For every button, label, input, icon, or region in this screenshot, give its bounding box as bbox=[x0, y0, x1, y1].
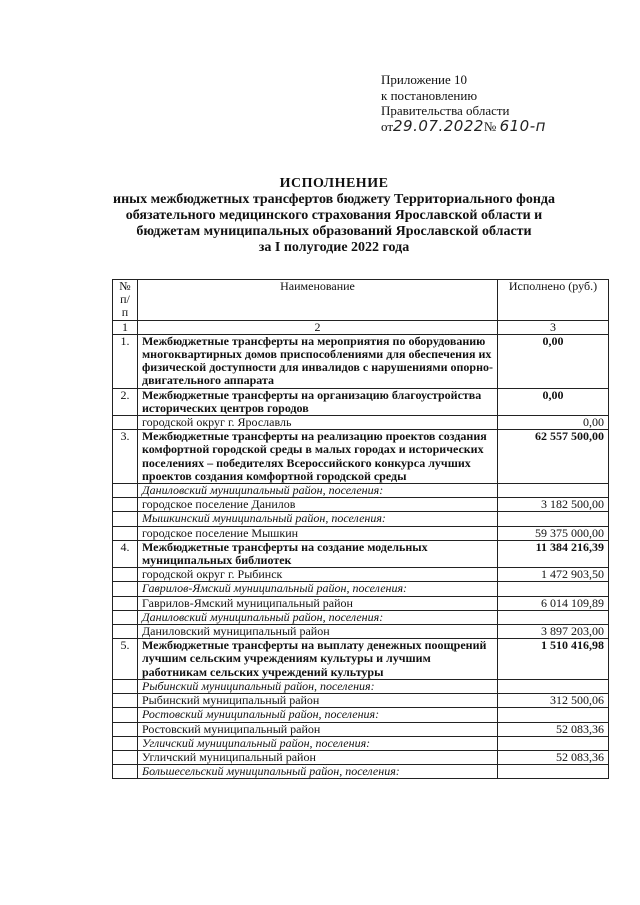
document-title bbox=[0, 176, 640, 256]
row-value: 0,00 bbox=[498, 388, 609, 415]
header-executed: Исполнено (руб.) bbox=[498, 280, 609, 321]
row-value: 59 375 000,00 bbox=[498, 526, 609, 540]
row-name: Межбюджетные трансферты на создание модельных муниципальных библиотек bbox=[138, 540, 498, 567]
table-row-section bbox=[113, 388, 609, 415]
title-line-3: обязательного медицинского страхования Ярославской области и bbox=[125, 208, 543, 223]
row-number bbox=[113, 512, 138, 526]
table-row-subheading bbox=[113, 679, 609, 693]
row-value bbox=[498, 679, 609, 693]
row-value: 11 384 216,39 bbox=[498, 540, 609, 567]
column-number-1: 1 bbox=[113, 320, 138, 334]
handwritten-number: 610-п bbox=[499, 116, 546, 135]
title-line-4: бюджетам муниципальных образований Ярославской области bbox=[136, 224, 532, 239]
table-row bbox=[113, 625, 609, 639]
table-row bbox=[113, 416, 609, 430]
row-value: 1 472 903,50 bbox=[498, 568, 609, 582]
row-number bbox=[113, 750, 138, 764]
row-name: Ростовский муниципальный район, поселения: bbox=[138, 708, 498, 722]
table-header-row bbox=[113, 280, 609, 321]
row-name: Межбюджетные трансферты на организацию благоустройства исторических центров городов bbox=[138, 388, 498, 415]
row-name: Даниловский муниципальный район, поселения: bbox=[138, 484, 498, 498]
row-name: Межбюджетные трансферты на выплату денежных поощрений лучшим сельским учреждениям культуры и лучшим работникам сельских учреждений культуры bbox=[138, 639, 498, 680]
number-sign: № bbox=[483, 118, 497, 134]
table-row-section bbox=[113, 430, 609, 484]
row-name: городское поселение Данилов bbox=[138, 498, 498, 512]
row-name: Межбюджетные трансферты на мероприятия по оборудованию многоквартирных домов приспособлениями для обеспечения их физической доступности для инвалидов с нарушениями опорно-двигательного аппарата bbox=[138, 334, 498, 388]
table-row bbox=[113, 750, 609, 764]
row-name: Мышкинский муниципальный район, поселения: bbox=[138, 512, 498, 526]
row-name: городское поселение Мышкин bbox=[138, 526, 498, 540]
row-value: 62 557 500,00 bbox=[498, 430, 609, 484]
row-value bbox=[498, 512, 609, 526]
row-value bbox=[498, 765, 609, 779]
header-number: № п/п bbox=[113, 280, 138, 321]
row-name: Межбюджетные трансферты на реализацию проектов создания комфортной городской среды в малых городах и исторических поселениях – победителях Всероссийского конкурса лучших проектов создания комфортной городской среды bbox=[138, 430, 498, 484]
table-row-subheading bbox=[113, 736, 609, 750]
row-number bbox=[113, 484, 138, 498]
row-number bbox=[113, 526, 138, 540]
row-number: 4. bbox=[113, 540, 138, 567]
title-line-1: ИСПОЛНЕНИЕ bbox=[279, 176, 389, 191]
row-name: Даниловский муниципальный район bbox=[138, 625, 498, 639]
appendix-title: Приложение 10 bbox=[381, 72, 468, 87]
row-number bbox=[113, 582, 138, 596]
table-row-section bbox=[113, 639, 609, 680]
appendix-line-3: Правительства области bbox=[381, 103, 510, 118]
table-row bbox=[113, 498, 609, 512]
table-row-section bbox=[113, 540, 609, 567]
row-value bbox=[498, 610, 609, 624]
table-row-subheading bbox=[113, 708, 609, 722]
table-row-subheading bbox=[113, 484, 609, 498]
row-number bbox=[113, 708, 138, 722]
row-name: Даниловский муниципальный район, поселения: bbox=[138, 610, 498, 624]
row-name: Угличский муниципальный район, поселения: bbox=[138, 736, 498, 750]
row-name: Большесельский муниципальный район, поселения: bbox=[138, 765, 498, 779]
row-name: Угличский муниципальный район bbox=[138, 750, 498, 764]
row-number bbox=[113, 568, 138, 582]
title-line-5: за I полугодие 2022 года bbox=[258, 240, 410, 255]
row-value: 3 182 500,00 bbox=[498, 498, 609, 512]
row-number bbox=[113, 625, 138, 639]
handwritten-date: 29.07.2022 bbox=[393, 116, 484, 135]
row-name: Гаврилов-Ямский муниципальный район bbox=[138, 596, 498, 610]
table-row bbox=[113, 694, 609, 708]
table-row-subheading bbox=[113, 610, 609, 624]
row-value: 1 510 416,98 bbox=[498, 639, 609, 680]
row-number bbox=[113, 416, 138, 430]
row-number bbox=[113, 765, 138, 779]
table-row bbox=[113, 526, 609, 540]
row-number bbox=[113, 694, 138, 708]
row-number bbox=[113, 498, 138, 512]
title-line-2: иных межбюджетных трансфертов бюджету Территориального фонда bbox=[113, 192, 555, 207]
column-number-3: 3 bbox=[498, 320, 609, 334]
row-number bbox=[113, 736, 138, 750]
row-value bbox=[498, 708, 609, 722]
row-value: 52 083,36 bbox=[498, 750, 609, 764]
row-value: 0,00 bbox=[498, 416, 609, 430]
row-number: 2. bbox=[113, 388, 138, 415]
row-value bbox=[498, 736, 609, 750]
row-value: 312 500,06 bbox=[498, 694, 609, 708]
column-numbers-row bbox=[113, 320, 609, 334]
row-number: 3. bbox=[113, 430, 138, 484]
row-value: 52 083,36 bbox=[498, 722, 609, 736]
row-number bbox=[113, 596, 138, 610]
table-row-section bbox=[113, 334, 609, 388]
table-row-subheading bbox=[113, 765, 609, 779]
table-row bbox=[113, 568, 609, 582]
table-body bbox=[113, 334, 609, 779]
row-value bbox=[498, 484, 609, 498]
appendix-block bbox=[381, 72, 546, 134]
row-value bbox=[498, 582, 609, 596]
appendix-line-2: к постановлению bbox=[381, 87, 478, 103]
table-row bbox=[113, 596, 609, 610]
row-value: 3 897 203,00 bbox=[498, 625, 609, 639]
table-row-subheading bbox=[113, 512, 609, 526]
from-prefix: от bbox=[381, 118, 394, 134]
row-name: Рыбинский муниципальный район, поселения: bbox=[138, 679, 498, 693]
row-number: 1. bbox=[113, 334, 138, 388]
appendix-date-line bbox=[381, 116, 546, 135]
row-number bbox=[113, 679, 138, 693]
header-name: Наименование bbox=[138, 280, 498, 321]
row-value: 6 014 109,89 bbox=[498, 596, 609, 610]
row-number bbox=[113, 610, 138, 624]
execution-table bbox=[112, 279, 609, 779]
row-value: 0,00 bbox=[498, 334, 609, 388]
row-number: 5. bbox=[113, 639, 138, 680]
column-number-2: 2 bbox=[138, 320, 498, 334]
table-row bbox=[113, 722, 609, 736]
row-number bbox=[113, 722, 138, 736]
table-row-subheading bbox=[113, 582, 609, 596]
row-name: Ростовский муниципальный район bbox=[138, 722, 498, 736]
row-name: городской округ г. Ярославль bbox=[138, 416, 498, 430]
row-name: Гаврилов-Ямский муниципальный район, поселения: bbox=[138, 582, 498, 596]
row-name: Рыбинский муниципальный район bbox=[138, 694, 498, 708]
row-name: городской округ г. Рыбинск bbox=[138, 568, 498, 582]
